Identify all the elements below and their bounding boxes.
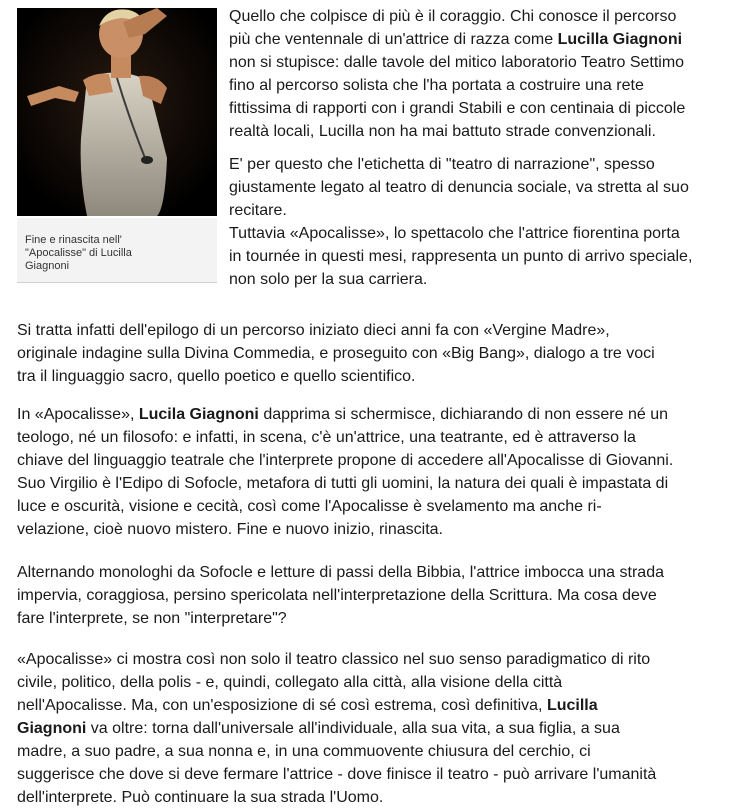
- text-line: recitare.: [229, 202, 287, 219]
- text-line: luce e oscurità, visione e cecità, così come l'Apocalisse è svelamento ma anche ri-: [17, 498, 602, 515]
- text-line: suggerisce che dove si deve fermare l'attrice - dove finisce il teatro - può arrivare l'umanità: [17, 766, 657, 783]
- paragraph-7: [17, 648, 747, 809]
- text-line: madre, a suo padre, a sua nonna e, in una commuovente chiusura del cerchio, ci: [17, 743, 591, 760]
- paragraph-1: [229, 5, 749, 143]
- text-line: velazione, cioè nuovo mistero. Fine e nuovo inizio, rinascita.: [17, 521, 443, 538]
- paragraph-4: [17, 319, 747, 388]
- text-line: E' per questo che l'etichetta di "teatro di narrazione", spesso: [229, 156, 655, 173]
- text-line: giustamente legato al teatro di denuncia sociale, va stretta al suo: [229, 179, 689, 196]
- text-line: impervia, coraggiosa, persino spericolata nell'interpretazione della Scrittura. Ma cosa deve: [17, 587, 657, 604]
- text-line: civile, politico, della polis - e, quindi, collegato alla città, alla visione della città: [17, 674, 563, 691]
- text-line: dell'interprete. Può continuare la sua strada l'Uomo.: [17, 789, 384, 806]
- text-line: non si stupisce: dalle tavole del mitico laboratorio Teatro Settimo: [229, 54, 685, 71]
- name-bold: Lucilla: [546, 697, 598, 714]
- name-bold: Giagnoni: [17, 720, 87, 737]
- text-line: Tuttavia «Apocalisse», lo spettacolo che l'attrice fiorentina porta: [229, 225, 680, 242]
- text-line: non solo per la sua carriera.: [229, 271, 428, 288]
- text-line: fare l'interprete, se non "interpretare"?: [17, 610, 287, 627]
- text-line: fino al percorso solista che l'ha portata a costruire una rete: [229, 77, 644, 94]
- text-line: tra il linguaggio sacro, quello poetico e quello scientifico.: [17, 368, 416, 385]
- text-line: Quello che colpisce di più è il coraggio. Chi conosce il percorso: [229, 8, 677, 25]
- text-line: Suo Virgilio è l'Edipo di Sofocle, metafora di tutti gli uomini, la natura dei quali è impastata di: [17, 475, 669, 492]
- text-line: va oltre: torna dall'universale all'individuale, alla sua vita, a sua figlia, a sua: [86, 720, 620, 737]
- paragraph-3: [229, 222, 749, 291]
- caption-box: [17, 218, 217, 283]
- name-bold: Lucilla Giagnoni: [557, 31, 683, 48]
- name-bold: Lucila Giagnoni: [138, 406, 259, 423]
- text-line: Si tratta infatti dell'epilogo di un percorso iniziato dieci anni fa con «Vergine Madre»,: [17, 322, 610, 339]
- text-line: originale indagine sulla Divina Commedia, e proseguito con «Big Bang», dialogo a tre voci: [17, 345, 655, 362]
- text-line: fittissima di rapporti con i grandi Stabili e con centinaia di piccole: [229, 100, 686, 117]
- photo-caption: [25, 234, 185, 273]
- text-line: più che ventennale di un'attrice di razza come: [229, 31, 558, 48]
- text-line: chiave del linguaggio teatrale che l'interprete propone di accedere all'Apocalisse di Giovanni.: [17, 452, 674, 469]
- intro-text: [229, 5, 749, 291]
- paragraph-6: [17, 561, 747, 630]
- caption-line: Giagnoni: [25, 260, 70, 272]
- paragraph-2: [229, 153, 749, 222]
- caption-line: "Apocalisse" di Lucilla: [25, 247, 132, 259]
- caption-line: Fine e rinascita nell': [25, 234, 122, 246]
- text-line: realtà locali, Lucilla non ha mai battuto strade convenzionali.: [229, 123, 656, 140]
- paragraph-5: [17, 403, 747, 541]
- text-line: nell'Apocalisse. Ma, con un'esposizione di sé così estrema, così definitiva,: [17, 697, 547, 714]
- actress-photo: [17, 8, 217, 216]
- text-line: dapprima si schermisce, dichiarando di non essere né un: [258, 406, 668, 423]
- text-line: teologo, né un filosofo: e infatti, in scena, c'è un'attrice, una teatrante, ed è attraverso la: [17, 429, 636, 446]
- text-line: in tournée in questi mesi, rappresenta un punto di arrivo speciale,: [229, 248, 693, 265]
- figure: [17, 8, 217, 284]
- text-line: Alternando monologhi da Sofocle e letture di passi della Bibbia, l'attrice imbocca una strada: [17, 564, 664, 581]
- text-line: In «Apocalisse»,: [17, 406, 139, 423]
- text-line: «Apocalisse» ci mostra così non solo il teatro classico nel suo senso paradigmatico di rito: [17, 651, 651, 668]
- actress-photo-illustration: [17, 8, 217, 216]
